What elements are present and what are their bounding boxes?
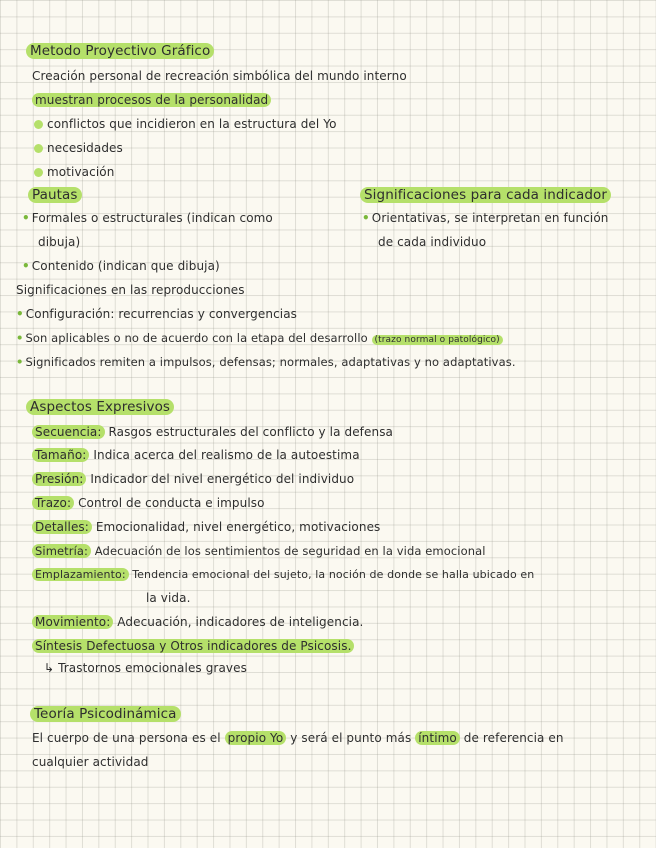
term-row: Detalles: Emocionalidad, nivel energético, motivaciones bbox=[32, 519, 380, 535]
section-title-significaciones: Significaciones para cada indicador bbox=[360, 187, 611, 203]
bullet-icon: • bbox=[362, 211, 370, 225]
list-item: • Significados remiten a impulsos, defensas; normales, adaptativas y no adaptativas. bbox=[16, 355, 516, 369]
highlighted-line: Síntesis Defectuosa y Otros indicadores de Psicosis. bbox=[32, 638, 354, 654]
list-item: conflictos que incidieron en la estructura del Yo bbox=[34, 116, 337, 132]
bullet-dot-icon bbox=[34, 168, 43, 177]
term-row: Simetría: Adecuación de los sentimientos de seguridad en la vida emocional bbox=[32, 543, 486, 559]
bullet-icon: • bbox=[16, 355, 24, 369]
section-title-aspectos: Aspectos Expresivos bbox=[26, 399, 174, 415]
section-title-metodo: Metodo Proyectivo Gráfico bbox=[26, 43, 214, 59]
bullet-icon: • bbox=[16, 307, 24, 321]
bullet-icon: • bbox=[22, 211, 30, 225]
bullet-icon: • bbox=[16, 331, 24, 345]
term-row: Emplazamiento: Tendencia emocional del sujeto, la noción de donde se halla ubicado en bbox=[32, 567, 534, 583]
term-row: Presión: Indicador del nivel energético del individuo bbox=[32, 471, 354, 487]
arrow-down-right-icon: ↳ bbox=[44, 661, 55, 675]
list-item: • Contenido (indican que dibuja) bbox=[22, 259, 220, 273]
sub-item: ↳ Trastornos emocionales graves bbox=[44, 661, 247, 675]
text-line: Creación personal de recreación simbólica del mundo interno bbox=[32, 69, 407, 83]
list-item: • Son aplicables o no de acuerdo con la etapa del desarrollo (trazo normal o patológico) bbox=[16, 330, 503, 348]
section-title-pautas: Pautas bbox=[28, 187, 82, 203]
bullet-dot-icon bbox=[34, 144, 43, 153]
list-item: • Orientativas, se interpretan en función bbox=[362, 211, 609, 225]
list-item: motivación bbox=[34, 164, 114, 180]
section-title-teoria: Teoría Psicodinámica bbox=[30, 706, 181, 722]
list-item: • Formales o estructurales (indican como bbox=[22, 211, 273, 225]
text-line: la vida. bbox=[146, 591, 191, 605]
term-row: Movimiento: Adecuación, indicadores de inteligencia. bbox=[32, 614, 363, 630]
paragraph-line: cualquier actividad bbox=[32, 755, 149, 769]
list-item: • Configuración: recurrencias y convergencias bbox=[16, 307, 298, 321]
term-row: Secuencia: Rasgos estructurales del conflicto y la defensa bbox=[32, 424, 393, 440]
term-row: Tamaño: Indica acerca del realismo de la autoestima bbox=[32, 447, 360, 463]
term-row: Trazo: Control de conducta e impulso bbox=[32, 495, 265, 511]
list-item: necesidades bbox=[34, 140, 123, 156]
highlighted-line: muestran procesos de la personalidad bbox=[32, 92, 271, 108]
subheading: Significaciones en las reproducciones bbox=[16, 283, 245, 297]
paragraph-line: El cuerpo de una persona es el propio Yo y será el punto más íntimo de referencia en bbox=[32, 731, 564, 745]
bullet-icon: • bbox=[22, 259, 30, 273]
bullet-dot-icon bbox=[34, 120, 43, 129]
text-line: dibuja) bbox=[38, 235, 81, 249]
text-line: de cada individuo bbox=[378, 235, 487, 249]
